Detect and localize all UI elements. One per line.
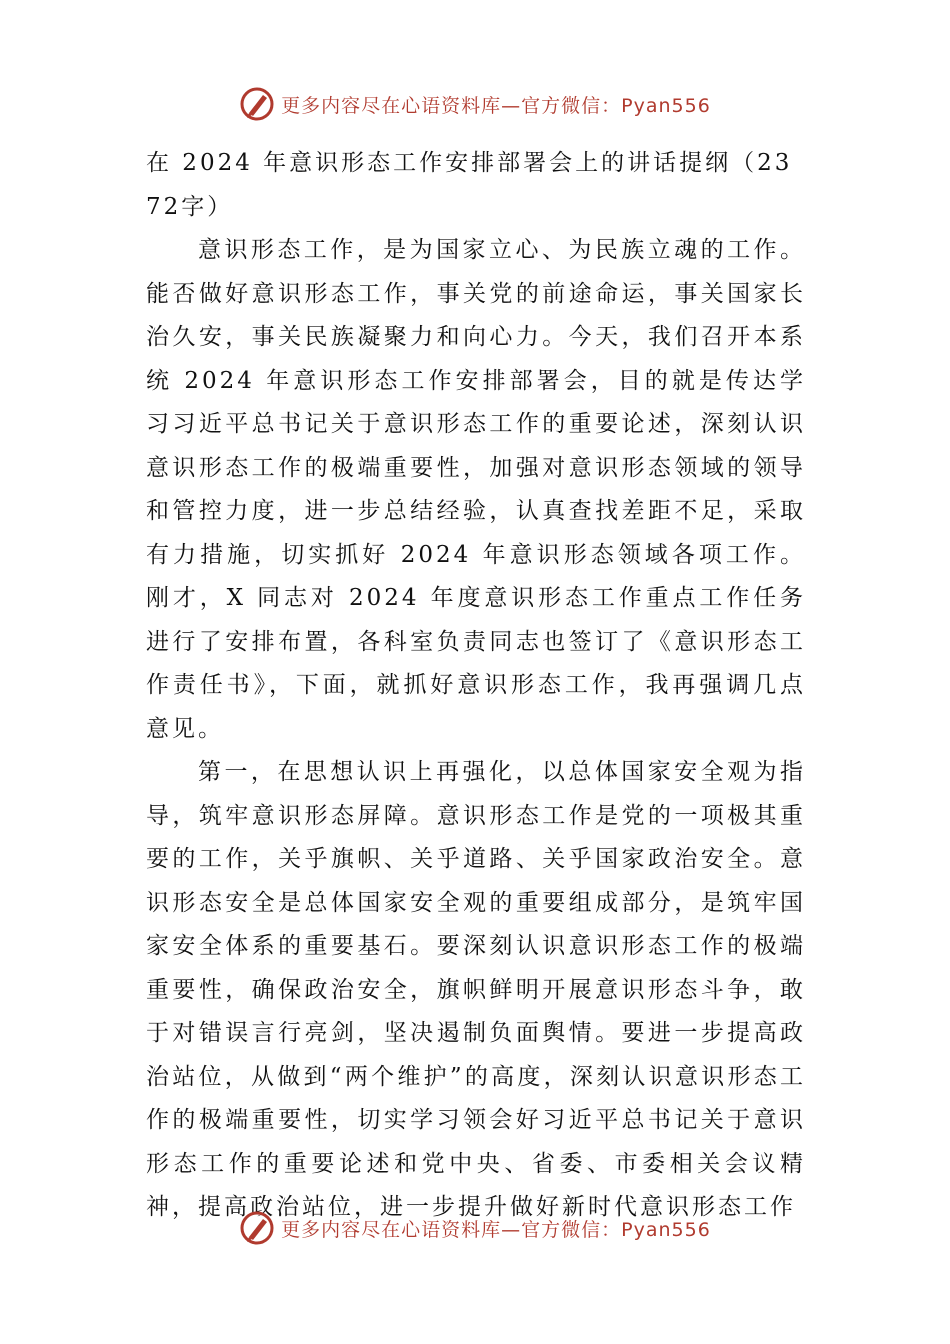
header-watermark-text: 更多内容尽在心语资料库—官方微信：Pyan556 xyxy=(281,94,711,117)
document-body xyxy=(146,142,806,1230)
document-title: 在 2024 年意识形态工作安排部署会上的讲话提纲（2372字） xyxy=(146,150,793,220)
footer-watermark xyxy=(0,1208,950,1248)
paragraph-intro: 意识形态工作，是为国家立心、为民族立魂的工作。能否做好意识形态工作，事关党的前途命运，事关国家长治久安，事关民族凝聚力和向心力。今天，我们召开本系统 2024 年意识形态工作安排部署会，目的就是传达学习习近平总书记关于意识形态工作的重要论述，深刻认识意识形态工作的极端重要性，加强对意识形态领域的领导和管控力度，进一步总结经验，认真查找差距不足，采取有力措施，切实抓好 2024 年意识形态领域各项工作。刚才，X 同志对 2024 年度意识形态工作重点工作任务进行了安排布置，各科室负责同志也签订了《意识形态工作责任书》，下面，就抓好意识形态工作，我再强调几点意见。 xyxy=(146,237,806,742)
header-watermark xyxy=(0,84,950,124)
footer-watermark-text: 更多内容尽在心语资料库—官方微信：Pyan556 xyxy=(281,1218,711,1241)
pen-circle-logo-icon xyxy=(239,1210,275,1246)
paragraph-first-point: 第一，在思想认识上再强化，以总体国家安全观为指导，筑牢意识形态屏障。意识形态工作是党的一项极其重要的工作，关乎旗帜、关乎道路、关乎国家政治安全。意识形态安全是总体国家安全观的重要组成部分，是筑牢国家安全体系的重要基石。要深刻认识意识形态工作的极端重要性，确保政治安全，旗帜鲜明开展意识形态斗争，敢于对错误言行亮剑，坚决遏制负面舆情。要进一步提高政治站位，从做到“两个维护”的高度，深刻认识意识形态工作的极端重要性，切实学习领会好习近平总书记关于意识形态工作的重要论述和党中央、省委、市委相关会议精神，提高政治站位，进一步提升做好新时代意识形态工作 xyxy=(146,759,806,1220)
pen-circle-logo-icon xyxy=(239,86,275,122)
